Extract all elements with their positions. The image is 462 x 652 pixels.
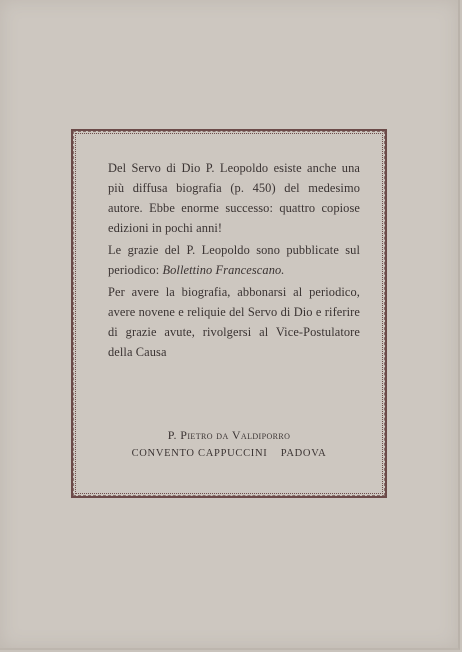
signature-name-main: Pietro da Valdiporro [180,428,291,442]
signature-name [75,428,383,443]
body-text [108,158,360,362]
paragraph-grazie-text: Le grazie del P. Leopoldo sono pubblicate sul periodico: [108,243,360,277]
periodical-title: Bollettino Francescano. [162,263,285,277]
paragraph-biography: Del Servo di Dio P. Leopoldo esiste anche una più diffusa biografia (p. 450) del medesimo autore. Ebbe enorme successo: quattro copiose edizioni in pochi anni! [108,161,360,235]
paragraph-grazie [108,240,360,280]
signature-address: CONVENTO CAPPUCCINI PADOVA [131,448,327,459]
paragraph-contact: Per avere la biografia, abbonarsi al periodico, avere novene e reliquie del Servo di Dio e riferire di grazie avute, rivolgersi al Vice-Postulatore della Causa [108,285,360,359]
signature-name-prefix: P. [167,428,181,442]
